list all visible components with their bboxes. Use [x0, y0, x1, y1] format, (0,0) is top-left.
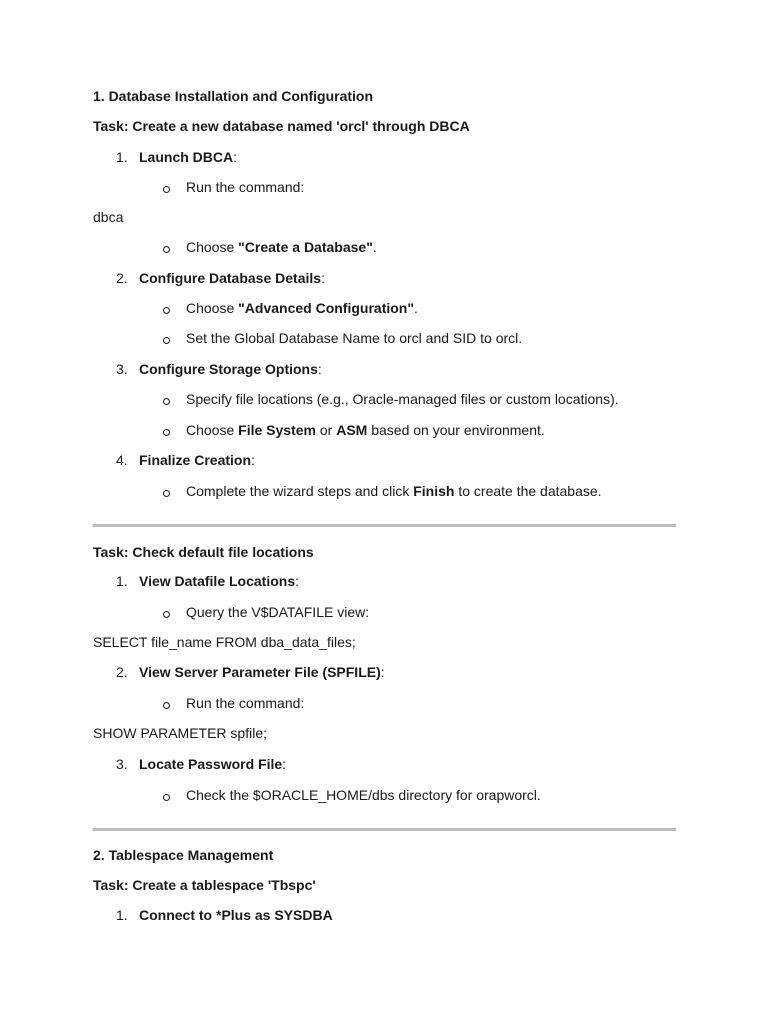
- list-number: 1.: [116, 573, 128, 589]
- list-number: 3.: [116, 361, 128, 377]
- list-number: 1.: [116, 149, 128, 165]
- bullet-check-oracle-home: Check the $ORACLE_HOME/dbs directory for orapworcl.: [186, 787, 541, 803]
- bullet-query-datafile: Query the V$DATAFILE view:: [186, 604, 370, 620]
- bullet-file-locations: Specify file locations (e.g., Oracle-managed files or custom locations).: [186, 391, 619, 407]
- bullet-icon: [163, 307, 170, 314]
- bullet-icon: [163, 186, 170, 193]
- bullet-run-command-spfile: Run the command:: [186, 695, 305, 711]
- bullet-icon: [163, 794, 170, 801]
- list-number: 4.: [116, 452, 128, 468]
- bullet-complete-wizard: Complete the wizard steps and click Finish to create the database.: [186, 483, 602, 499]
- bullet-advanced-configuration: Choose "Advanced Configuration".: [186, 300, 418, 316]
- bullet-run-command: Run the command:: [186, 179, 305, 195]
- code-select-datafiles: SELECT file_name FROM dba_data_files;: [93, 634, 356, 650]
- bullet-global-database-name: Set the Global Database Name to orcl and SID to orcl.: [186, 330, 523, 346]
- section-heading-tablespace-management: 2. Tablespace Management: [93, 847, 274, 863]
- code-dbca: dbca: [93, 209, 124, 225]
- horizontal-divider: [93, 828, 676, 831]
- bullet-icon: [163, 611, 170, 618]
- task-create-tablespace: Task: Create a tablespace 'Tbspc': [93, 877, 316, 893]
- bullet-icon: [163, 246, 170, 253]
- bullet-icon: [163, 398, 170, 405]
- bullet-file-system-or-asm: Choose File System or ASM based on your environment.: [186, 422, 545, 438]
- list-number: 2.: [116, 664, 128, 680]
- bullet-icon: [163, 490, 170, 497]
- list-number: 1.: [116, 907, 128, 923]
- horizontal-divider: [93, 524, 676, 527]
- task-create-database: Task: Create a new database named 'orcl' through DBCA: [93, 118, 470, 134]
- bullet-icon: [163, 337, 170, 344]
- task-check-file-locations: Task: Check default file locations: [93, 544, 314, 560]
- list-number: 3.: [116, 756, 128, 772]
- bullet-choose-create-database: Choose "Create a Database".: [186, 239, 377, 255]
- code-show-parameter-spfile: SHOW PARAMETER spfile;: [93, 725, 267, 741]
- list-number: 2.: [116, 270, 128, 286]
- section-heading-database-installation: 1. Database Installation and Configuration: [93, 88, 374, 104]
- bullet-icon: [163, 702, 170, 709]
- bullet-icon: [163, 429, 170, 436]
